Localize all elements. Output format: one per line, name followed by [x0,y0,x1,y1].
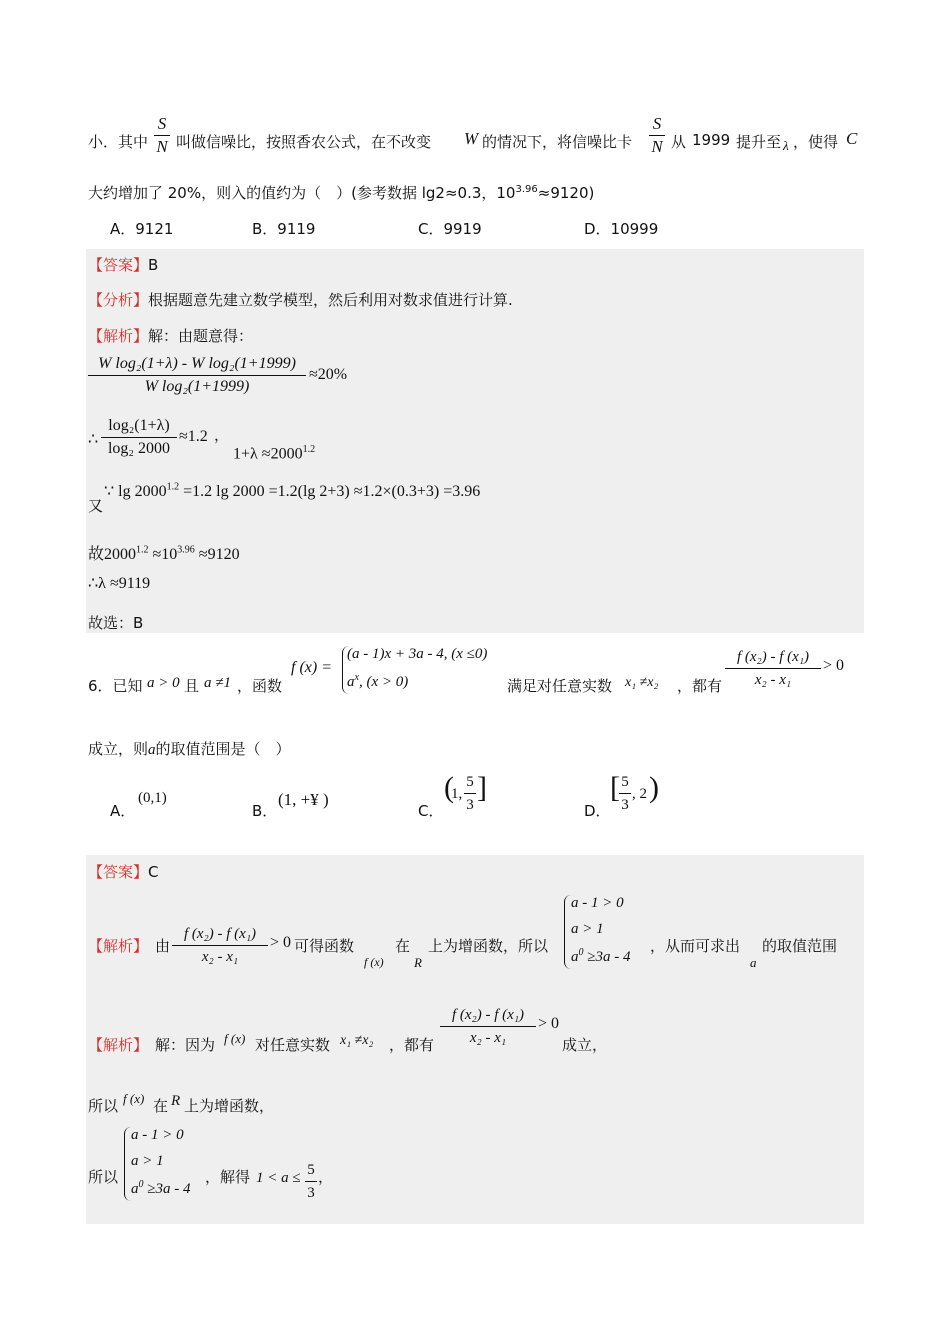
q6-hint-d: 上为增函数，所以 [428,937,549,955]
q6-gt0: > 0 [823,657,845,674]
ineq-pre: 1 < a ≤ [256,1170,301,1186]
q6-hint-f: 的取值范围 [762,937,838,955]
q5-final-choice: 故选：B [88,614,144,632]
eq2b: $1+\lambda \approx 2000^{1.2}$ [233,444,316,463]
q5-1999: 1999 [692,131,731,149]
q6-solution-tag: 【解析】 [88,1036,149,1054]
q6-stem-line2: 成立，则a的取值范围是（ ） [88,740,291,758]
q6-cond1: a > 0 [147,675,180,691]
line4-sys-3: $a^0 \ge 3a - 4$ [131,1179,191,1197]
eq1-fraction: W log₂(1+λ) - W log₂(1+1999) W log₂(1+1999) [88,354,306,397]
q5-var-c: C [846,129,858,148]
q6-hint-c: 在 [395,937,411,955]
q5-option-b[interactable]: B．9119 [252,220,316,238]
j2-x-neq: x₁ ≠x₂ [340,1033,374,1048]
q6-j2-a: 解：因为 [155,1036,216,1054]
q6-hint-e: ，从而可求出 [650,937,741,955]
line4-system-brace [124,1127,131,1201]
line4-sys-1: a - 1 > 0 [131,1127,184,1143]
q5-text-d: 从 [671,133,687,151]
q6-text-e: ，都有 [677,677,723,695]
eq2-comma: ， [214,426,230,444]
q6-text-c: ，函数 [237,677,283,695]
q6-text-a: 6．已知 [88,677,143,695]
q6-case2: $a^x$, (x > 0) [347,672,409,690]
line4-sys-2: a > 1 [131,1153,164,1169]
line3-r: R [171,1093,181,1109]
j2-fx: f (x) [224,1031,246,1046]
j2-difference-quotient: f (x₂) - f (x₁) x₂ - x₁ [440,1005,536,1048]
q6-case1: (a - 1)x + 3a - 4, (x ≤0) [347,646,488,662]
hint-sys-1: a - 1 > 0 [571,895,624,911]
q5-text-c: 的情况下，将信噪比卡 [482,133,633,151]
j2-gt0: > 0 [538,1015,560,1032]
q6-x-neq: x₁ ≠x₂ [625,675,659,690]
q6-j2-b: 对任意实数 [255,1036,331,1054]
q5-snr-fraction-2: S N [649,114,665,157]
q5-text-f: ，使得 [793,133,839,151]
eq2-therefore: ∴ [88,431,99,448]
q6-difference-quotient: f (x₂) - f (x₁) x₂ - x₁ [725,647,821,690]
hint-sys-3: $a^0 \ge 3a - 4$ [571,947,631,965]
q6-j2-c: ，都有 [389,1036,435,1054]
q6-text-d: 满足对任意实数 [507,677,613,695]
q6-hint-b: 可得函数 [294,937,355,955]
q5-solution-heading: 【解析】解：由题意得： [88,327,254,345]
q5-option-c[interactable]: C．9919 [418,220,482,238]
hint-difference-quotient: f (x₂) - f (x₁) x₂ - x₁ [172,924,268,967]
hint-r: R [414,955,422,970]
hint-var-a: a [750,955,757,970]
eq3-you: 又 [88,497,104,515]
q6-hint-a: 由 [155,937,171,955]
q6-hint-tag: 【解析】 [88,937,149,955]
q5-option-d[interactable]: D．10999 [584,220,659,238]
eq3-line: ∵ $\lg 2000^{1.2} =1.2$ lg 2000 =1.2(lg 2+3) ≈1.2×(0.3+3) =3.96 [104,481,481,500]
hint-fx: f (x) [364,955,384,969]
q5-equation-5: ∴λ ≈9119 [88,575,151,592]
ineq-fraction: 5 3 [305,1160,317,1203]
q6-answer-line: 【答案】C [88,863,159,881]
q5-text-a: 小．其中 [88,133,149,151]
q5-stem-line2: 大约增加了 20%，则入的值约为（ ）(参考数据 lg2≈0.3，$10^{3.96}\approx 9120$) [88,184,595,202]
hint-system-brace [564,895,571,969]
q5-snr-fraction: S N [154,114,170,157]
eq1-rhs: ≈20% [309,366,348,383]
eq2-fraction: log₂(1+λ) log₂ 2000 [101,416,177,459]
q6-cond2: a ≠1 [204,675,231,691]
eq2-rhs: ≈1.2 [179,428,208,445]
q6-text-b: 且 [184,677,200,695]
q5-answer-line: 【答案】B [88,256,159,274]
q5-option-a[interactable]: A．9121 [110,220,174,238]
q5-analysis-line: 【分析】根据题意先建立数学模型，然后利用对数求值进行计算. [88,291,513,309]
q5-text-e: 提升至 [736,133,782,151]
q5-text-b: 叫做信噪比，按照香农公式，在不改变 [176,133,432,151]
q5-var-w: W [464,129,479,148]
q6-fx: f (x) = [291,659,332,676]
hint-gt0: > 0 [270,934,292,951]
q5-equation-4: 故$2000^{1.2} \approx 10^{3.96} \approx 9120$ [88,544,240,563]
q6-j2-d: 成立， [562,1036,608,1054]
q5-lambda: λ [783,138,789,153]
line3-fx: f (x) [123,1091,145,1106]
hint-sys-2: a > 1 [571,921,604,937]
